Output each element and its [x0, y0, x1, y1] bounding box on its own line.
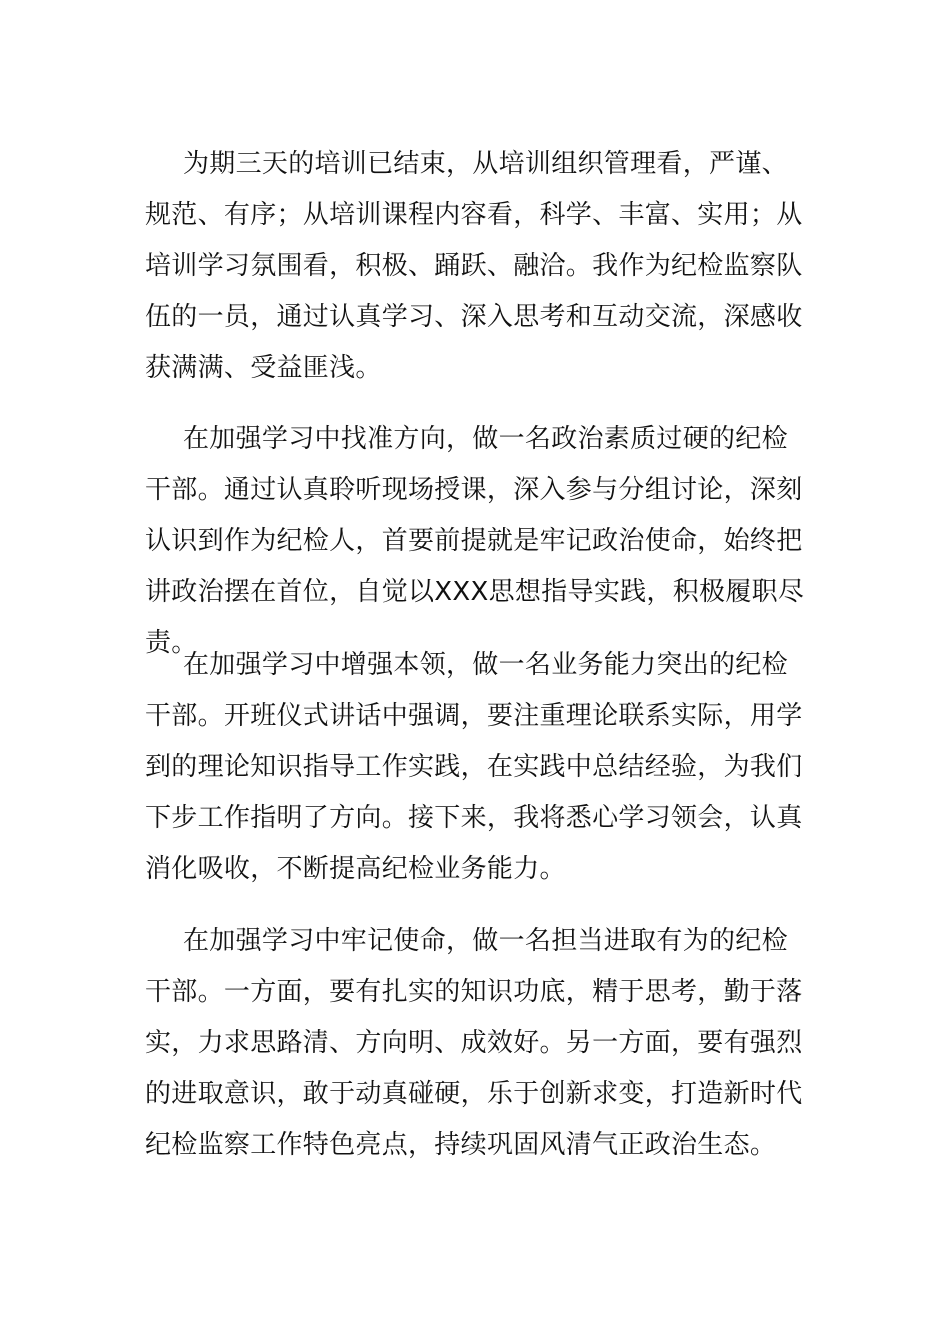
paragraph-political-direction: 在加强学习中找准方向，做一名政治素质过硬的纪检干部。通过认真聆听现场授课，深入参与分组讨论，深刻认识到作为纪检人，首要前提就是牢记政治使命，始终把讲政治摆在首位，自觉以XXX思想指导实践，积极履职尽责。 — [145, 424, 805, 658]
paragraph-intro: 为期三天的培训已结束，从培训组织管理看，严谨、规范、有序；从培训课程内容看，科学、丰富、实用；从培训学习氛围看，积极、踊跃、融洽。我作为纪检监察队伍的一员，通过认真学习、深入思考和互动交流，深感收获满满、受益匪浅。 — [145, 149, 803, 383]
paragraph-business-ability: 在加强学习中增强本领，做一名业务能力突出的纪检干部。开班仪式讲话中强调，要注重理论联系实际，用学到的理论知识指导工作实践，在实践中总结经验，为我们下步工作指明了方向。接下来，我将悉心学习领会，认真消化吸收，不断提高纪检业务能力。 — [145, 650, 803, 884]
paragraph-mission: 在加强学习中牢记使命，做一名担当进取有为的纪检干部。一方面，要有扎实的知识功底，精于思考，勤于落实，力求思路清、方向明、成效好。另一方面，要有强烈的进取意识，敢于动真碰硬，乐于创新求变，打造新时代纪检监察工作特色亮点，持续巩固风清气正政治生态。 — [145, 926, 803, 1160]
